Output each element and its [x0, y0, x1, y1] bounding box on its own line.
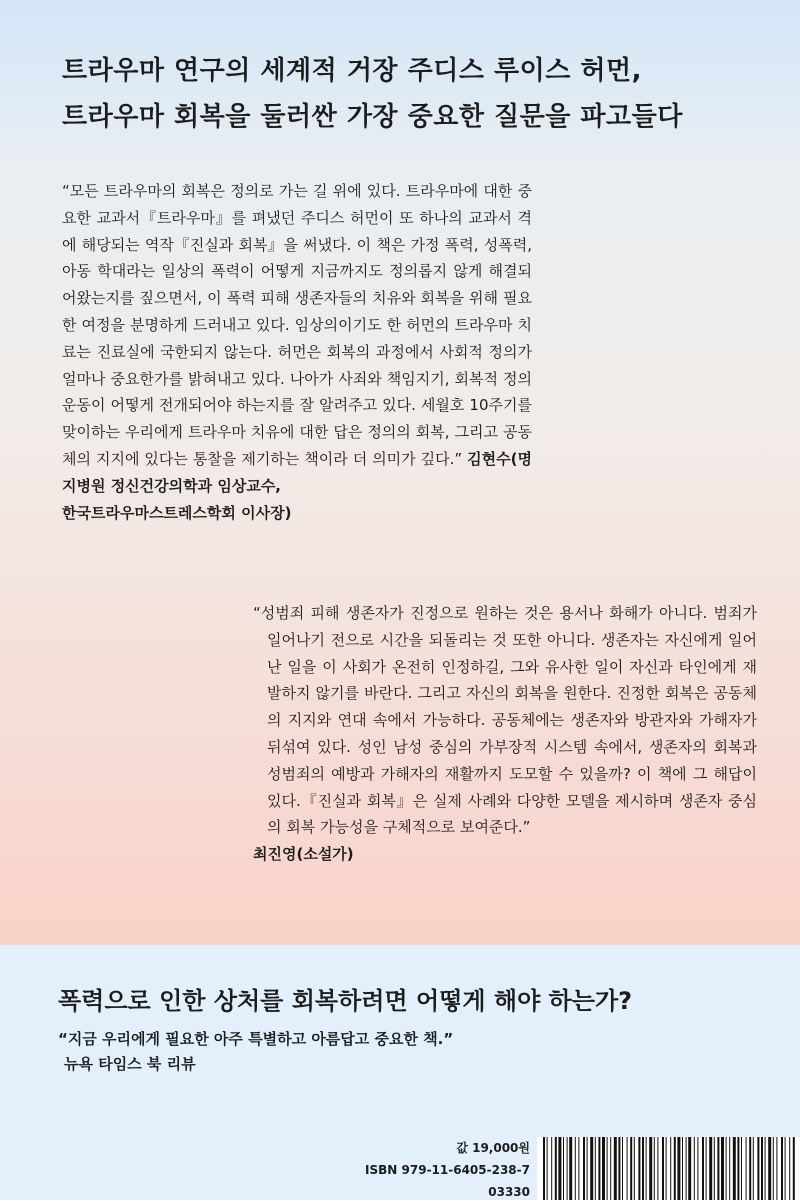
isbn-label: ISBN 979-11-6405-238-7 03330 — [365, 1163, 530, 1199]
barcode-bar — [686, 1137, 687, 1200]
barcode-bar — [776, 1137, 777, 1200]
endorsement-2 — [253, 600, 757, 868]
press-review-quote: “지금 우리에게 필요한 아주 특별하고 아름답고 중요한 책.” — [58, 1030, 454, 1048]
barcode-bar — [666, 1137, 667, 1200]
barcode-bar — [702, 1137, 704, 1200]
barcode-bar — [706, 1137, 707, 1200]
barcode-bar — [590, 1137, 593, 1200]
barcode-bar — [578, 1137, 579, 1200]
barcode-bar — [733, 1137, 736, 1200]
barcode-bar — [761, 1137, 763, 1200]
barcode-bar — [741, 1137, 742, 1200]
headline-line-2: 트라우마 회복을 둘러싼 가장 중요한 질문을 파고들다 — [62, 102, 683, 132]
barcode-bar — [674, 1137, 676, 1200]
barcode-bar — [721, 1137, 724, 1200]
barcode-bar — [670, 1137, 671, 1200]
barcode-bar — [773, 1137, 774, 1200]
barcode-bar — [749, 1137, 751, 1200]
barcode-bar — [630, 1137, 632, 1200]
barcode-bar — [746, 1137, 747, 1200]
endorsement-1-text: “모든 트라우마의 회복은 정의로 가는 길 위에 있다. 트라우마에 대한 중요한 교과서『트라우마』를 펴냈던 주디스 허먼이 또 하나의 교과서 격에 해당되는 역작『진실과 회복』을 써냈다. 이 책은 가정 폭력, 성폭력, 아동 학대라는 일상의 폭력이 어떻게 지금까지도 정의롭지 않게 해결되어왔는지를 짚으면서, 이 폭력 피해 생존자들의 치유와 회복을 위해 필요한 여정을 분명하게 드러내고 있다. 임상의이기도 한 허먼의 트라우마 치료는 진료실에 국한되지 않는다. 허먼은 회복의 과정에서 사회적 정의가 얼마나 중요한가를 밝혀내고 있다. 나아가 사죄와 책임지기, 회복적 정의 운동이 어떻게 전개되어야 하는지를 잘 알려주고 있다. 세월호 10주기를 맞이하는 우리에게 트라우마 치유에 대한 답은 정의의 회복, 그리고 공동체의 지지에 있다는 통찰을 제기하는 책이라 더 의미가 깊다.” — [62, 182, 532, 468]
barcode-bar — [765, 1137, 766, 1200]
headline — [62, 48, 683, 140]
barcode-bar — [714, 1137, 715, 1200]
press-review — [58, 1027, 453, 1077]
barcode-bar — [729, 1137, 730, 1200]
barcode-bar — [569, 1137, 572, 1200]
barcode-bar — [789, 1137, 790, 1200]
barcode-bar — [785, 1137, 786, 1200]
endorsement-1 — [62, 178, 532, 526]
barcode-bar — [614, 1137, 617, 1200]
barcode-bar — [657, 1137, 658, 1200]
barcode-bar — [709, 1137, 712, 1200]
barcode-bar — [587, 1137, 588, 1200]
barcode-bar — [618, 1137, 620, 1200]
barcode-bar — [649, 1137, 652, 1200]
barcode-bar — [622, 1137, 623, 1200]
barcode-bar — [646, 1137, 647, 1200]
barcode-bar — [662, 1137, 664, 1200]
barcode-bar — [768, 1137, 771, 1200]
headline-line-1: 트라우마 연구의 세계적 거장 주디스 루이스 허먼, — [62, 56, 643, 86]
barcode-bar — [558, 1137, 561, 1200]
barcode-bar — [583, 1137, 585, 1200]
press-review-source: 뉴욕 타임스 북 리뷰 — [64, 1055, 196, 1073]
barcode-bar — [551, 1137, 552, 1200]
barcode-bar — [598, 1137, 600, 1200]
barcode-bar — [602, 1137, 605, 1200]
tagline-question: 폭력으로 인한 상처를 회복하려면 어떻게 해야 하는가? — [58, 987, 633, 1015]
barcode-bar — [547, 1137, 548, 1200]
barcode-bar — [610, 1137, 611, 1200]
barcode-graphic — [537, 1137, 800, 1200]
barcode-bar — [634, 1137, 635, 1200]
barcode-bar — [737, 1137, 739, 1200]
barcode-bar — [575, 1137, 576, 1200]
barcode-bar — [543, 1137, 545, 1200]
barcode-bar — [757, 1137, 759, 1200]
barcode-bar — [563, 1137, 564, 1200]
barcode-bar — [638, 1137, 640, 1200]
barcode-bar — [717, 1137, 719, 1200]
barcode-bar — [642, 1137, 644, 1200]
barcode-bar — [694, 1137, 695, 1200]
endorsement-2-attribution: 최진영(소설가) — [253, 845, 354, 864]
barcode-bar — [555, 1137, 557, 1200]
price-isbn-block — [332, 1137, 530, 1203]
barcode-bar — [682, 1137, 683, 1200]
barcode-bar — [567, 1137, 568, 1200]
barcode-bar — [607, 1137, 608, 1200]
barcode-bar — [753, 1137, 754, 1200]
barcode-bar — [726, 1137, 727, 1200]
barcode-bar — [697, 1137, 698, 1200]
price-label: 값 19,000원 — [456, 1141, 530, 1155]
barcode-bar — [654, 1137, 655, 1200]
barcode-bar — [688, 1137, 691, 1200]
barcode-bar — [793, 1137, 795, 1200]
endorsement-1-attribution-2: 한국트라우마스트레스학회 이사장) — [62, 503, 292, 522]
barcode — [537, 1137, 800, 1200]
barcode-bar — [781, 1137, 783, 1200]
endorsement-1-attribution: 김현수(명지병원 정신건강의학과 임상교수, — [62, 449, 532, 495]
barcode-bar — [627, 1137, 628, 1200]
barcode-bar — [677, 1137, 680, 1200]
barcode-bar — [595, 1137, 596, 1200]
endorsement-2-text: “성범죄 피해 생존자가 진정으로 원하는 것은 용서나 화해가 아니다. 범죄가 일어나기 전으로 시간을 되돌리는 것 또한 아니다. 생존자는 자신에게 일어난 일을 이 사회가 온전히 인정하길, 그와 유사한 일이 자신과 타인에게 재발하지 않기를 바란다. 그리고 자신의 회복을 원한다. 진정한 회복은 공동체의 지지와 연대 속에서 가능하다. 공동체에는 생존자와 방관자와 가해자가 뒤섞여 있다. 성인 남성 중심의 가부장적 시스템 속에서, 생존자의 회복과 성범죄의 예방과 가해자의 재활까지 도모할 수 있을까? 이 책에 그 해답이 있다.『진실과 회복』은 실제 사례와 다양한 모델을 제시하며 생존자 중심의 회복 가능성을 구체적으로 보여준다.” — [253, 604, 757, 837]
